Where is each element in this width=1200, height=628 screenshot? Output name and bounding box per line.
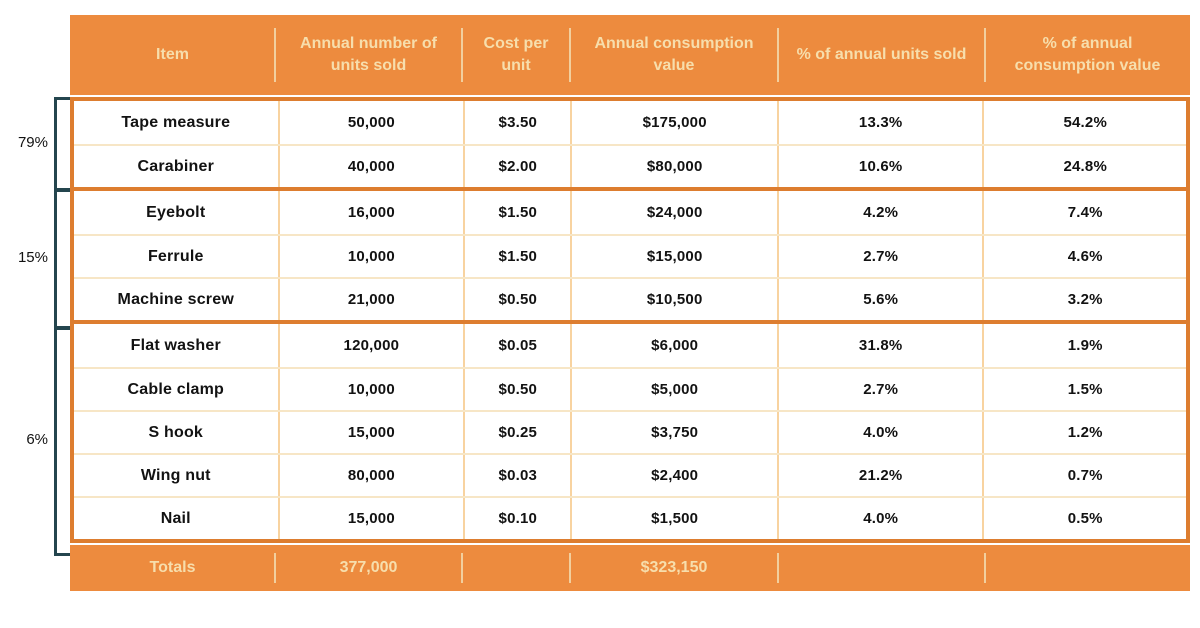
item-name-cell: Cable clamp	[127, 380, 224, 398]
value-cell: 2.7%	[777, 369, 983, 410]
totals-pct-consumption-value	[985, 545, 1190, 591]
row-eyebolt	[74, 191, 1186, 234]
value-cell: 50,000	[278, 101, 464, 144]
row-nail	[74, 496, 1186, 539]
row-s-hook	[74, 410, 1186, 453]
value-cell: $0.05	[463, 324, 570, 367]
item-name-cell: S hook	[148, 423, 204, 441]
value-cell: 15,000	[278, 412, 464, 453]
col-header-cost-per-unit: Cost per unit	[462, 15, 570, 95]
value-cell: 31.8%	[777, 324, 983, 367]
value-cell: $175,000	[570, 101, 777, 144]
value-cell: 0.5%	[982, 498, 1186, 539]
class-b-share-label: 15%	[17, 249, 48, 266]
totals-pct-units-sold	[778, 545, 985, 591]
col-header-units-sold: Annual number of units sold	[275, 15, 462, 95]
value-cell: 120,000	[278, 324, 464, 367]
item-name-cell: Tape measure	[121, 113, 231, 131]
item-name-cell: Ferrule	[147, 247, 204, 265]
value-cell: 7.4%	[982, 191, 1186, 234]
value-cell: 80,000	[278, 455, 464, 496]
value-cell: $15,000	[570, 236, 777, 277]
totals-row	[70, 545, 1190, 591]
totals-cost-per-unit	[462, 545, 570, 591]
group-class-a	[74, 101, 1186, 187]
value-cell: $5,000	[570, 369, 777, 410]
row-flat-washer	[74, 324, 1186, 367]
value-cell: 21,000	[278, 279, 464, 320]
value-cell: $0.03	[463, 455, 570, 496]
value-cell: 1.2%	[982, 412, 1186, 453]
col-header-consumption-value: Annual consumption value	[570, 15, 778, 95]
row-cable-clamp	[74, 367, 1186, 410]
group-class-c	[74, 320, 1186, 539]
class-c-bracket	[54, 327, 70, 556]
value-cell: $1.50	[463, 236, 570, 277]
class-a-share-label: 79%	[17, 134, 48, 151]
value-cell: $3.50	[463, 101, 570, 144]
value-cell: $2.00	[463, 146, 570, 187]
value-cell: 4.2%	[777, 191, 983, 234]
value-cell: $1.50	[463, 191, 570, 234]
item-name-cell: Wing nut	[140, 466, 211, 484]
value-cell: $24,000	[570, 191, 777, 234]
value-cell: $2,400	[570, 455, 777, 496]
value-cell: 21.2%	[777, 455, 983, 496]
row-ferrule	[74, 234, 1186, 277]
abc-analysis-table	[70, 15, 1190, 591]
class-b-bracket	[54, 189, 70, 329]
value-cell: 10.6%	[777, 146, 983, 187]
row-wing-nut	[74, 453, 1186, 496]
value-cell: $3,750	[570, 412, 777, 453]
value-cell: $0.25	[463, 412, 570, 453]
value-cell: 13.3%	[777, 101, 983, 144]
value-cell: 24.8%	[982, 146, 1186, 187]
class-a-bracket	[54, 97, 70, 191]
totals-units-sold: 377,000	[275, 545, 462, 591]
col-header-item: Item	[156, 46, 189, 64]
value-cell: 4.6%	[982, 236, 1186, 277]
col-header-pct-units-sold: % of annual units sold	[778, 15, 985, 95]
value-cell: $0.50	[463, 279, 570, 320]
item-name-cell: Nail	[160, 509, 191, 527]
col-header-pct-consumption-value: % of annual consumption value	[985, 15, 1190, 95]
group-class-b	[74, 187, 1186, 320]
item-name-cell: Flat washer	[130, 336, 221, 354]
value-cell: 40,000	[278, 146, 464, 187]
item-name-cell: Machine screw	[117, 290, 234, 308]
value-cell: 16,000	[278, 191, 464, 234]
value-cell: $1,500	[570, 498, 777, 539]
row-tape-measure	[74, 101, 1186, 144]
value-cell: 2.7%	[777, 236, 983, 277]
value-cell: $80,000	[570, 146, 777, 187]
value-cell: 0.7%	[982, 455, 1186, 496]
totals-consumption-value: $323,150	[570, 545, 778, 591]
value-cell: 10,000	[278, 369, 464, 410]
value-cell: 4.0%	[777, 412, 983, 453]
value-cell: $10,500	[570, 279, 777, 320]
value-cell: $0.10	[463, 498, 570, 539]
value-cell: $0.50	[463, 369, 570, 410]
value-cell: 54.2%	[982, 101, 1186, 144]
value-cell: $6,000	[570, 324, 777, 367]
class-c-share-label: 6%	[26, 431, 48, 448]
item-name-cell: Carabiner	[137, 157, 215, 175]
value-cell: 4.0%	[777, 498, 983, 539]
value-cell: 1.9%	[982, 324, 1186, 367]
row-machine-screw	[74, 277, 1186, 320]
value-cell: 5.6%	[777, 279, 983, 320]
value-cell: 10,000	[278, 236, 464, 277]
value-cell: 3.2%	[982, 279, 1186, 320]
value-cell: 1.5%	[982, 369, 1186, 410]
row-carabiner	[74, 144, 1186, 187]
table-body	[70, 97, 1190, 543]
item-name-cell: Eyebolt	[146, 203, 206, 221]
table-header-row	[70, 15, 1190, 95]
totals-label: Totals	[149, 559, 196, 576]
value-cell: 15,000	[278, 498, 464, 539]
